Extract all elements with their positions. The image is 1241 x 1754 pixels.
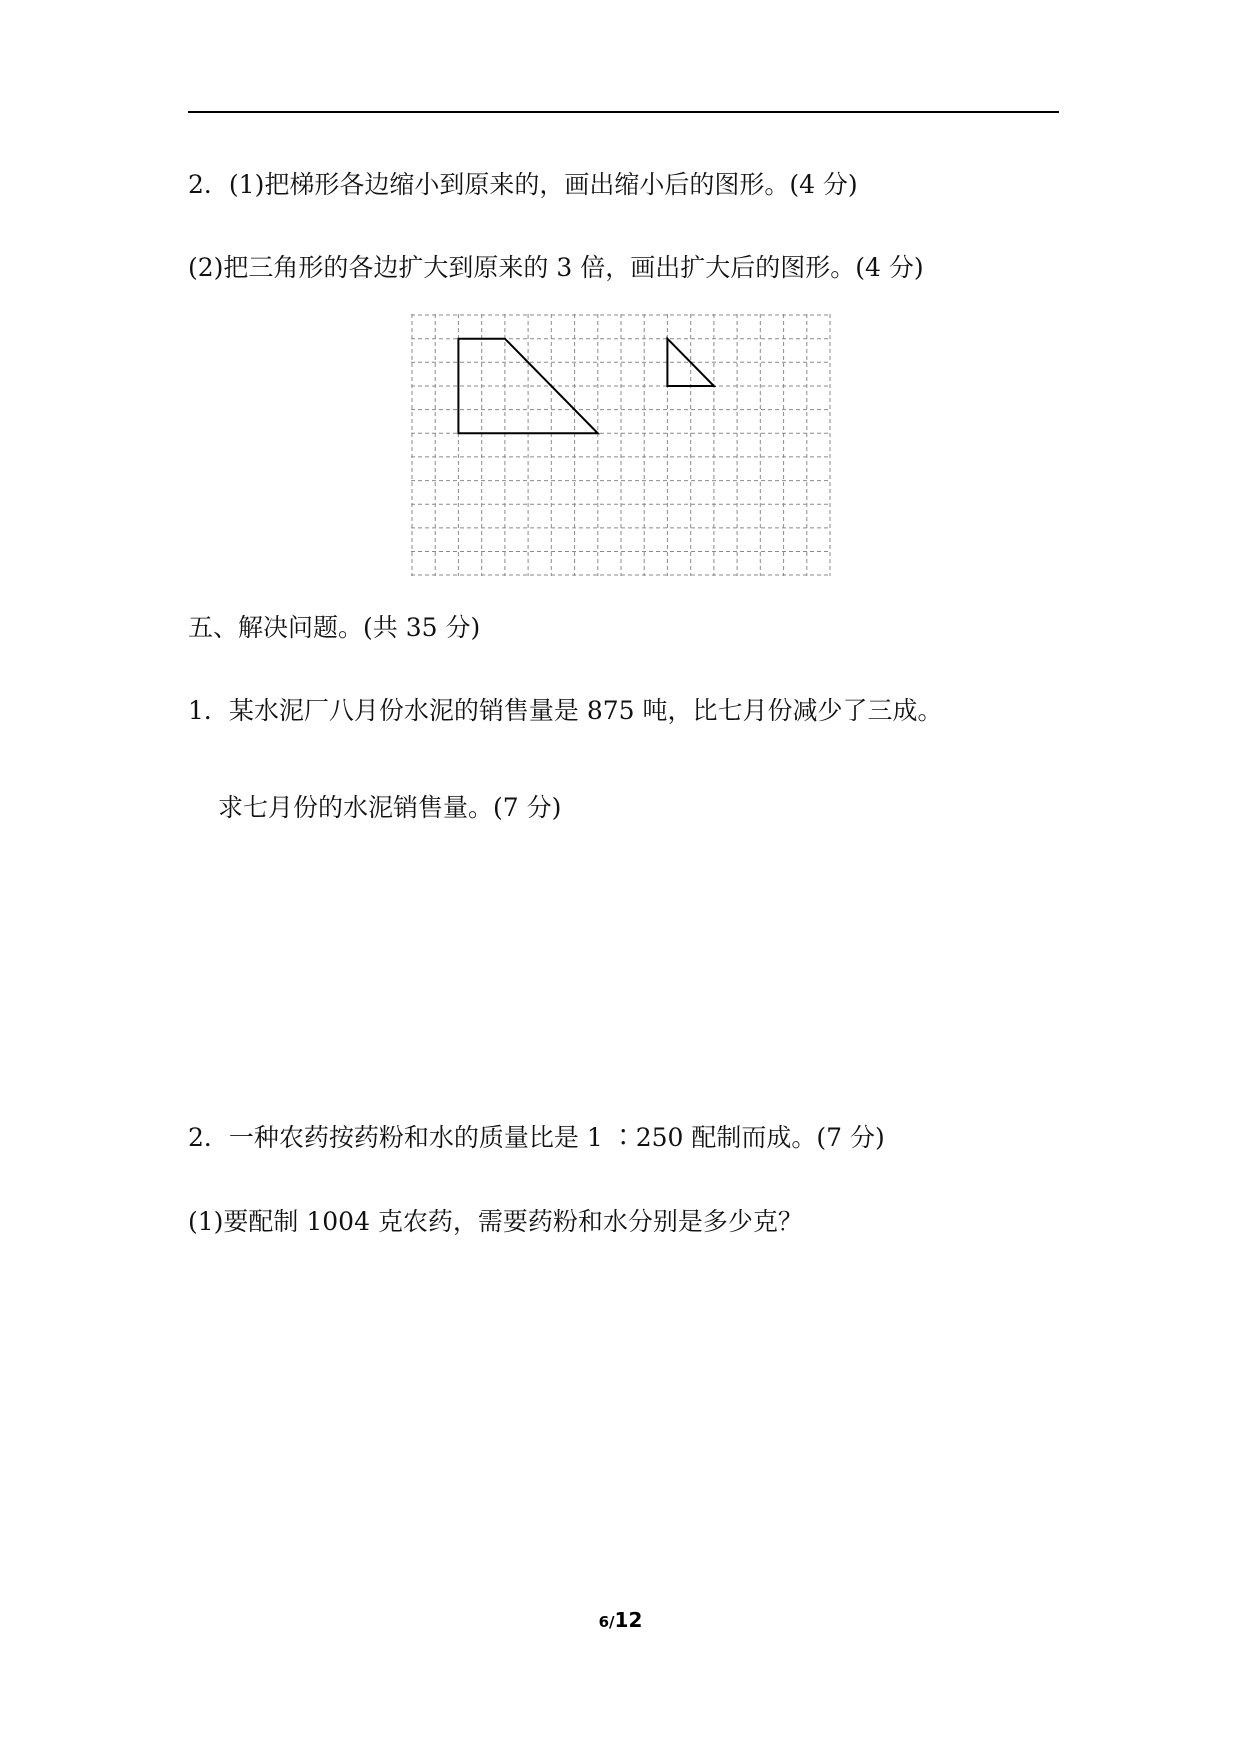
page-current: 6/ bbox=[598, 1613, 615, 1631]
dashed-grid bbox=[411, 314, 831, 576]
question-5-1-line-2: 求七月份的水泥销售量。(7 分) bbox=[218, 793, 562, 822]
question-5-1-line-1: 1．某水泥厂八月份水泥的销售量是 875 吨，比七月份减少了三成。 bbox=[188, 696, 943, 725]
page-number bbox=[0, 1608, 1241, 1632]
question-4-2-part-1: 2．(1)把梯形各边缩小到原来的，画出缩小后的图形。(4 分) bbox=[188, 170, 858, 199]
grid-figure bbox=[411, 314, 831, 576]
header-rule bbox=[188, 111, 1059, 113]
page-total: 12 bbox=[614, 1608, 643, 1632]
question-5-2-sub-1: (1)要配制 1004 克农药，需要药粉和水分别是多少克？ bbox=[188, 1207, 803, 1236]
question-4-2-part-2: (2)把三角形的各边扩大到原来的 3 倍，画出扩大后的图形。(4 分) bbox=[188, 253, 924, 282]
section-5-heading: 五、解决问题。(共 35 分) bbox=[188, 613, 481, 642]
question-5-2-line-1: 2．一种农药按药粉和水的质量比是 1 ∶250 配制而成。(7 分) bbox=[188, 1123, 885, 1152]
